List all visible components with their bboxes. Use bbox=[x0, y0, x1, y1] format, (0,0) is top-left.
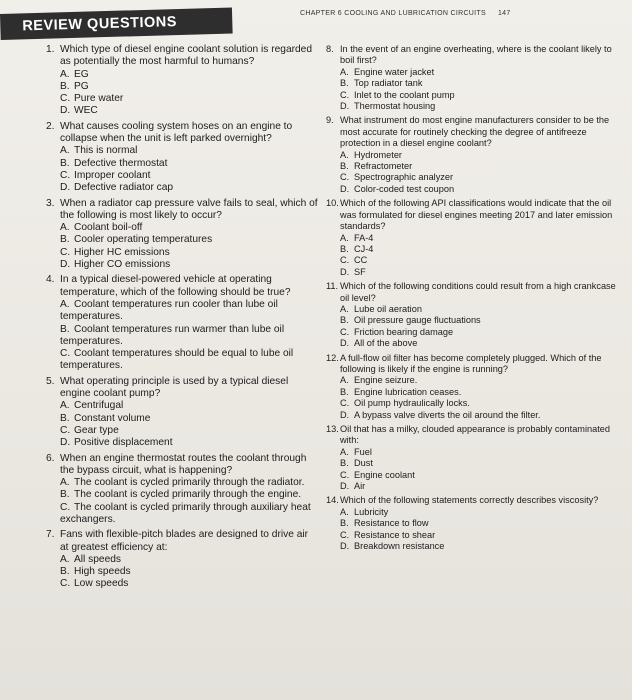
option-text: Lube oil aeration bbox=[354, 303, 422, 314]
question-number: 2. bbox=[46, 120, 55, 132]
option-text: CC bbox=[354, 255, 368, 266]
option-text: Oil pressure gauge fluctuations bbox=[354, 315, 481, 326]
answer-option bbox=[60, 299, 318, 324]
option-text: WEC bbox=[74, 105, 98, 117]
answer-option bbox=[340, 375, 624, 386]
question-stem: A full-flow oil filter has become completely plugged. Which of the following is likely if the engine is running? bbox=[340, 352, 602, 374]
option-letter: C. bbox=[60, 246, 71, 258]
option-text: Coolant temperatures run warmer than lube oil temperatures. bbox=[60, 323, 285, 347]
question-stem: In a typical diesel-powered vehicle at operating temperature, which of the following should be true? bbox=[60, 274, 291, 298]
answer-option bbox=[60, 489, 318, 501]
option-letter: C. bbox=[340, 172, 350, 183]
question-number: 10. bbox=[326, 198, 339, 209]
option-text: The coolant is cycled primarily through the radiator. bbox=[74, 477, 305, 489]
option-letter: A. bbox=[340, 66, 349, 77]
option-text: Air bbox=[354, 481, 366, 492]
answer-option bbox=[340, 150, 624, 161]
option-letter: B. bbox=[60, 80, 70, 92]
option-letter: C. bbox=[340, 529, 350, 540]
option-letter: A. bbox=[60, 553, 70, 565]
question-stem: What operating principle is used by a typical diesel engine coolant pump? bbox=[60, 375, 289, 400]
answer-option bbox=[60, 182, 318, 194]
option-text: Defective thermostat bbox=[74, 157, 168, 169]
answer-option bbox=[60, 259, 318, 271]
answer-option bbox=[340, 315, 624, 326]
option-letter: B. bbox=[60, 323, 70, 335]
answer-option bbox=[60, 566, 318, 578]
option-letter: C. bbox=[60, 424, 71, 436]
question-13 bbox=[326, 424, 624, 492]
option-letter: B. bbox=[60, 566, 70, 578]
option-text: Resistance to shear bbox=[354, 529, 436, 540]
option-letter: B. bbox=[340, 458, 349, 469]
question-3 bbox=[46, 198, 318, 272]
option-letter: A. bbox=[60, 222, 70, 234]
option-text: Improper coolant bbox=[74, 169, 151, 181]
answer-option bbox=[60, 477, 318, 489]
option-letter: C. bbox=[60, 578, 71, 590]
question-6 bbox=[46, 453, 318, 527]
option-letter: A. bbox=[340, 375, 349, 386]
option-letter: B. bbox=[60, 489, 70, 501]
option-letter: C. bbox=[340, 89, 350, 100]
answer-option bbox=[60, 400, 318, 412]
question-stem: What causes cooling system hoses on an engine to collapse when the unit is left parked overnight? bbox=[60, 120, 293, 145]
option-text: Higher CO emissions bbox=[74, 259, 171, 271]
option-letter: D. bbox=[340, 101, 350, 112]
question-stem: Fans with flexible-pitch blades are designed to drive air at greatest efficiency at: bbox=[60, 529, 309, 553]
option-text: PG bbox=[74, 80, 89, 92]
answer-option bbox=[60, 247, 318, 259]
option-text: Defective radiator cap bbox=[74, 182, 174, 194]
option-text: Engine water jacket bbox=[354, 66, 435, 77]
answer-option bbox=[60, 578, 318, 590]
option-letter: A. bbox=[340, 303, 349, 314]
option-text: Friction bearing damage bbox=[354, 326, 454, 337]
answer-option bbox=[340, 184, 624, 195]
answer-option bbox=[340, 67, 624, 78]
question-5 bbox=[46, 376, 318, 450]
option-text: Spectrographic analyzer bbox=[354, 172, 454, 183]
option-letter: D. bbox=[340, 338, 350, 349]
question-number: 7. bbox=[46, 529, 55, 541]
question-stem: When a radiator cap pressure valve fails to seal, which of the following is most likely to occur? bbox=[60, 197, 318, 221]
right-question-column bbox=[326, 44, 624, 555]
question-4 bbox=[46, 274, 318, 372]
question-number: 3. bbox=[46, 197, 55, 209]
answer-option bbox=[340, 78, 624, 89]
option-text: Top radiator tank bbox=[354, 78, 423, 89]
answer-option bbox=[340, 541, 624, 552]
option-text: All of the above bbox=[354, 338, 418, 349]
question-stem: What instrument do most engine manufacturers consider to be the most accurate for routinely checking the degree of antifreeze protection in a diesel engine coolant? bbox=[340, 115, 610, 149]
answer-option bbox=[60, 158, 318, 170]
question-stem: Oil that has a milky, clouded appearance is probably contaminated with: bbox=[340, 424, 610, 446]
option-letter: D. bbox=[340, 266, 350, 277]
option-text: Resistance to flow bbox=[354, 518, 429, 529]
option-text: Hydrometer bbox=[354, 149, 402, 160]
option-letter: A. bbox=[340, 232, 349, 243]
answer-option bbox=[60, 69, 318, 81]
option-letter: A. bbox=[60, 145, 70, 157]
option-text: Positive displacement bbox=[74, 437, 173, 449]
option-letter: A. bbox=[60, 298, 70, 310]
answer-option bbox=[60, 324, 318, 349]
answer-option bbox=[340, 233, 624, 244]
option-text: SF bbox=[354, 266, 366, 277]
option-letter: D. bbox=[60, 259, 71, 271]
option-text: The coolant is cycled primarily through the engine. bbox=[74, 489, 302, 501]
option-text: The coolant is cycled primarily through auxiliary heat exchangers. bbox=[60, 501, 311, 525]
answer-option bbox=[60, 437, 318, 449]
option-text: Fuel bbox=[354, 446, 372, 457]
question-stem: In the event of an engine overheating, where is the coolant likely to boil first? bbox=[340, 44, 612, 66]
option-text: A bypass valve diverts the oil around the filter. bbox=[354, 409, 541, 420]
option-letter: A. bbox=[340, 149, 349, 160]
question-number: 14. bbox=[326, 495, 339, 506]
option-text: This is normal bbox=[74, 145, 138, 157]
option-letter: C. bbox=[60, 169, 71, 181]
option-letter: D. bbox=[60, 105, 71, 117]
option-text: Centrifugal bbox=[74, 400, 124, 412]
banner-title: REVIEW QUESTIONS bbox=[22, 14, 178, 35]
answer-option bbox=[340, 267, 624, 278]
question-9 bbox=[326, 115, 624, 195]
option-letter: D. bbox=[340, 481, 350, 492]
option-letter: C. bbox=[60, 348, 71, 360]
option-text: Engine lubrication ceases. bbox=[354, 386, 462, 397]
option-text: Coolant temperatures run cooler than lube oil temperatures. bbox=[60, 298, 278, 323]
answer-option bbox=[340, 470, 624, 481]
option-text: Gear type bbox=[74, 424, 119, 436]
option-letter: D. bbox=[60, 437, 71, 449]
review-questions-banner bbox=[0, 8, 233, 40]
option-text: Breakdown resistance bbox=[354, 541, 445, 552]
answer-option bbox=[60, 222, 318, 234]
option-text: Inlet to the coolant pump bbox=[354, 89, 455, 100]
option-letter: A. bbox=[60, 477, 70, 489]
option-letter: A. bbox=[340, 506, 349, 517]
option-text: Low speeds bbox=[74, 578, 129, 590]
question-11 bbox=[326, 281, 624, 349]
option-letter: B. bbox=[340, 161, 349, 172]
answer-option bbox=[60, 81, 318, 93]
question-number: 12. bbox=[326, 352, 339, 363]
option-text: Thermostat housing bbox=[354, 101, 436, 112]
question-7 bbox=[46, 529, 318, 590]
answer-option bbox=[340, 244, 624, 255]
option-text: Refractometer bbox=[354, 161, 413, 172]
option-letter: D. bbox=[340, 409, 350, 420]
option-letter: C. bbox=[340, 398, 350, 409]
answer-option bbox=[60, 413, 318, 425]
question-14 bbox=[326, 495, 624, 552]
page-number: 147 bbox=[497, 10, 511, 17]
answer-option bbox=[60, 170, 318, 182]
option-letter: B. bbox=[60, 412, 70, 424]
answer-option bbox=[60, 425, 318, 437]
option-letter: D. bbox=[340, 183, 350, 194]
option-text: Cooler operating temperatures bbox=[74, 234, 213, 246]
question-number: 8. bbox=[326, 44, 334, 54]
answer-option bbox=[340, 255, 624, 266]
option-letter: D. bbox=[60, 182, 71, 194]
question-number: 4. bbox=[46, 274, 55, 286]
option-letter: C. bbox=[60, 93, 71, 105]
option-text: Color-coded test coupon bbox=[354, 183, 455, 194]
option-text: All speeds bbox=[74, 553, 122, 565]
option-letter: B. bbox=[340, 315, 349, 326]
question-number: 5. bbox=[46, 375, 55, 387]
option-letter: B. bbox=[340, 243, 349, 254]
option-letter: B. bbox=[60, 234, 70, 246]
answer-option bbox=[340, 90, 624, 101]
question-2 bbox=[46, 121, 318, 195]
answer-option bbox=[60, 234, 318, 246]
answer-option bbox=[340, 387, 624, 398]
question-number: 1. bbox=[46, 44, 55, 55]
option-text: Coolant temperatures should be equal to lube oil temperatures. bbox=[60, 348, 294, 372]
answer-option bbox=[340, 447, 624, 458]
option-text: Engine seizure. bbox=[354, 375, 418, 386]
answer-option bbox=[60, 93, 318, 105]
question-number: 6. bbox=[46, 452, 55, 464]
question-number: 13. bbox=[326, 424, 339, 434]
left-question-column bbox=[46, 44, 318, 594]
answer-option bbox=[60, 502, 318, 527]
question-10 bbox=[326, 198, 624, 278]
answer-option bbox=[340, 338, 624, 349]
option-letter: D. bbox=[340, 541, 350, 552]
option-letter: C. bbox=[340, 255, 350, 266]
question-8 bbox=[326, 44, 624, 112]
running-header bbox=[300, 10, 511, 17]
question-12 bbox=[326, 353, 624, 421]
answer-option bbox=[340, 507, 624, 518]
option-text: Constant volume bbox=[74, 412, 151, 424]
answer-option bbox=[340, 304, 624, 315]
chapter-title: CHAPTER 6 COOLING AND LUBRICATION CIRCUITS bbox=[300, 10, 486, 17]
question-stem: When an engine thermostat routes the coolant through the bypass circuit, what is happening? bbox=[60, 452, 307, 476]
answer-option bbox=[340, 410, 624, 421]
option-letter: C. bbox=[340, 469, 350, 480]
question-number: 11. bbox=[326, 281, 339, 292]
option-text: Lubricity bbox=[354, 506, 389, 517]
option-letter: B. bbox=[340, 386, 349, 397]
answer-option bbox=[340, 327, 624, 338]
answer-option bbox=[340, 458, 624, 469]
answer-option bbox=[60, 348, 318, 373]
option-letter: B. bbox=[340, 78, 349, 89]
option-text: Higher HC emissions bbox=[74, 246, 170, 258]
answer-option bbox=[60, 145, 318, 157]
question-stem: Which of the following conditions could result from a high crankcase oil level? bbox=[340, 281, 616, 303]
option-letter: A. bbox=[340, 446, 349, 457]
answer-option bbox=[340, 398, 624, 409]
option-letter: A. bbox=[60, 400, 70, 412]
question-number: 9. bbox=[326, 115, 334, 126]
question-stem: Which of the following statements correctly describes viscosity? bbox=[340, 495, 599, 506]
option-letter: B. bbox=[60, 157, 70, 169]
option-text: CJ-4 bbox=[354, 243, 374, 254]
answer-option bbox=[60, 554, 318, 566]
option-text: Coolant boil-off bbox=[74, 222, 143, 234]
option-letter: C. bbox=[340, 326, 350, 337]
option-text: Dust bbox=[354, 458, 373, 469]
answer-option bbox=[340, 481, 624, 492]
option-text: Pure water bbox=[74, 93, 124, 105]
question-stem: Which of the following API classifications would indicate that the oil was formulated for diesel engines meeting 2017 and later emission standards? bbox=[340, 198, 613, 232]
answer-option bbox=[340, 101, 624, 112]
option-text: FA-4 bbox=[354, 232, 374, 243]
answer-option bbox=[340, 530, 624, 541]
question-stem: Which type of diesel engine coolant solution is regarded as potentially the most harmful to humans? bbox=[60, 44, 313, 68]
option-letter: B. bbox=[340, 518, 349, 529]
answer-option bbox=[60, 105, 318, 117]
answer-option bbox=[340, 518, 624, 529]
option-letter: A. bbox=[60, 68, 70, 80]
option-text: EG bbox=[74, 68, 89, 80]
answer-option bbox=[340, 161, 624, 172]
option-letter: C. bbox=[60, 501, 71, 513]
answer-option bbox=[340, 172, 624, 183]
question-1 bbox=[46, 44, 318, 118]
option-text: Engine coolant bbox=[354, 469, 415, 480]
option-text: High speeds bbox=[74, 566, 131, 578]
option-text: Oil pump hydraulically locks. bbox=[354, 398, 470, 409]
